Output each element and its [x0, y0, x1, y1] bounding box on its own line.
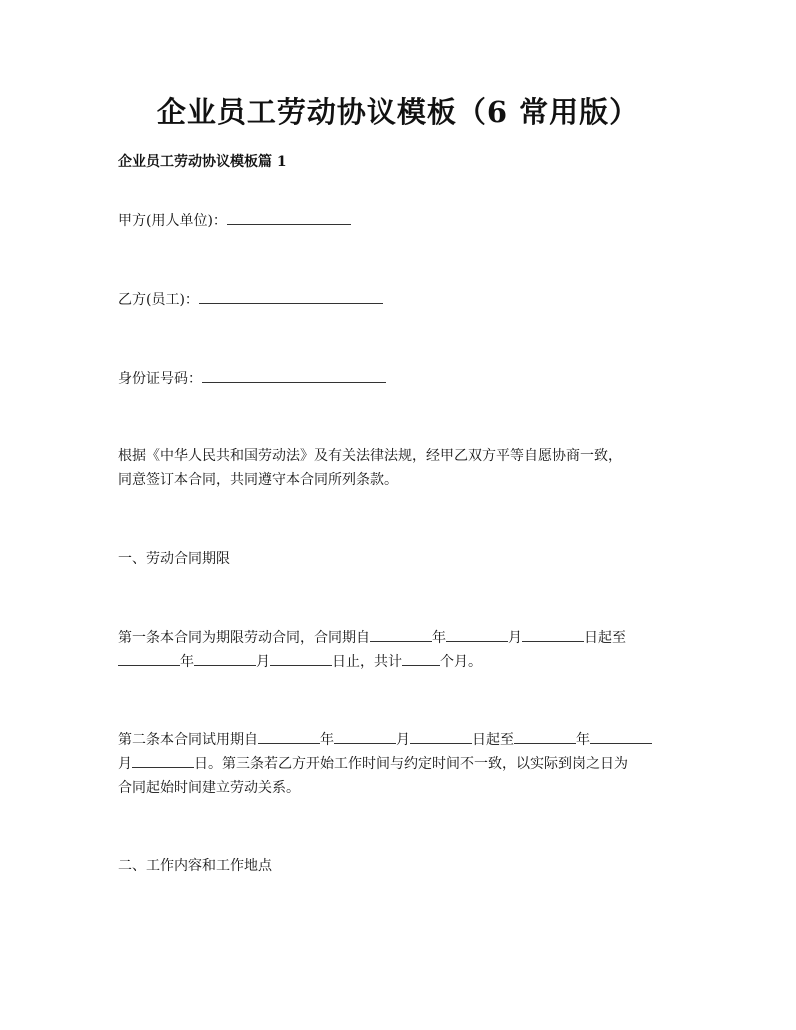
article1-end-year-blank: [118, 651, 180, 666]
article2-end-year-label: 年: [576, 732, 590, 748]
article1-line-2: [118, 651, 688, 673]
article1-end-day-blank: [270, 651, 332, 666]
section1-heading: 一、劳动合同期限: [118, 551, 230, 567]
article2-line-3: 合同起始时间建立劳动关系。: [118, 780, 300, 796]
article2-line-2: [118, 753, 688, 775]
article1-year-label: 年: [432, 630, 446, 646]
article2-start-day-blank: [410, 729, 472, 744]
document-title: 企业员工劳动协议模板（6 常用版）: [156, 95, 640, 129]
article2-text: 第二条本合同试用期自: [118, 732, 258, 748]
id-number-line: [118, 368, 688, 390]
id-number-label: 身份证号码：: [118, 371, 202, 387]
article1-start-month-blank: [446, 627, 508, 642]
section2-heading: 二、工作内容和工作地点: [118, 858, 272, 874]
article1-line-1: [118, 627, 688, 649]
article2-year-label: 年: [320, 732, 334, 748]
article1-months-label: 个月。: [440, 654, 482, 670]
article1-months-blank: [402, 651, 440, 666]
article1-start-day-blank: [522, 627, 584, 642]
preamble-line-1: 根据《中华人民共和国劳动法》及有关法律法规，经甲乙双方平等自愿协商一致，: [118, 448, 622, 464]
article1-text: 第一条本合同为期限劳动合同，合同期自: [118, 630, 370, 646]
preamble-line-2: 同意签订本合同，共同遵守本合同所列条款。: [118, 472, 398, 488]
article2-end-month-blank-a: [590, 729, 652, 744]
article2-day-end-text: 日。第三条若乙方开始工作时间与约定时间不一致，以实际到岗之日为: [194, 756, 628, 772]
party-b-blank: [199, 289, 383, 304]
article1-end-year-label: 年: [180, 654, 194, 670]
article1-end-month-label: 月: [256, 654, 270, 670]
article1-until-label: 日止，共计: [332, 654, 402, 670]
article2-end-day-blank: [132, 753, 194, 768]
article2-from-label: 日起至: [472, 732, 514, 748]
party-a-label: 甲方(用人单位)：: [118, 213, 227, 229]
article1-month-label: 月: [508, 630, 522, 646]
article2-month-label: 月: [396, 732, 410, 748]
party-a-line: [118, 210, 688, 232]
article1-from-label: 日起至: [584, 630, 626, 646]
party-a-blank: [227, 210, 351, 225]
id-number-blank: [202, 368, 386, 383]
article2-end-year-blank: [514, 729, 576, 744]
article2-line-1: [118, 729, 688, 751]
document-subtitle: 企业员工劳动协议模板篇 1: [118, 154, 287, 170]
article1-end-month-blank: [194, 651, 256, 666]
article2-start-year-blank: [258, 729, 320, 744]
article2-end-month-label: 月: [118, 756, 132, 772]
party-b-line: [118, 289, 688, 311]
article2-start-month-blank: [334, 729, 396, 744]
article1-start-year-blank: [370, 627, 432, 642]
party-b-label: 乙方(员工)：: [118, 292, 199, 308]
